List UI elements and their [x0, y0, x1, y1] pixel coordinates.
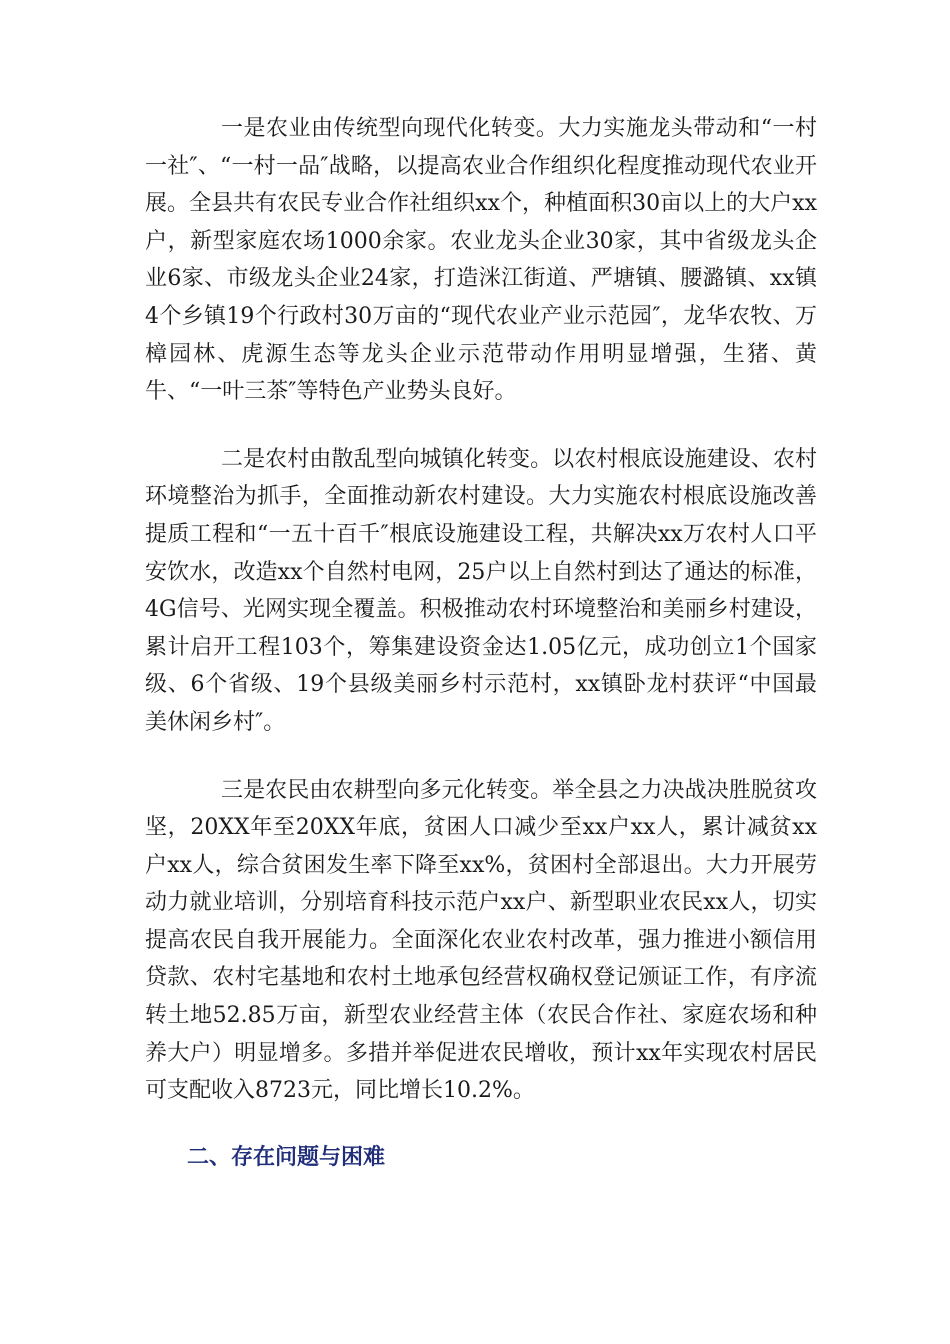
section-heading: 二、存在问题与困难 [187, 1144, 386, 1170]
paragraph-countryside: 二是农村由散乱型向城镇化转变。以农村根底设施建设、农村环境整治为抓手，全面推动新农村建设。大力实施农村根底设施改善提质工程和“一五十百千″根底设施建设工程，共解决xx万农村人口平安饮水，改造xx个自然村电网，25户以上自然村到达了通达的标准，4G信号、光网实现全覆盖。积极推动农村环境整治和美丽乡村建设，累计启开工程103个，筹集建设资金达1.05亿元，成功创立1个国家级、6个省级、19个县级美丽乡村示范村，xx镇卧龙村获评“中国最美休闲乡村″。 [145, 446, 817, 735]
paragraph-agriculture: 一是农业由传统型向现代化转变。大力实施龙头带动和“一村一社″、“一村一品″战略，以提高农业合作组织化程度推动现代农业开展。全县共有农民专业合作社组织xx个，种植面积30亩以上的大户xx户，新型家庭农场1000余家。农业龙头企业30家，其中省级龙头企业6家、市级龙头企业24家，打造洣江街道、严塘镇、腰潞镇、xx镇4个乡镇19个行政村30万亩的“现代农业产业示范园″，龙华农牧、万樟园林、虎源生态等龙头企业示范带动作用明显增强，生猪、黄牛、“一叶三茶″等特色产业势头良好。 [145, 116, 817, 405]
paragraph-farmers: 三是农民由农耕型向多元化转变。举全县之力决战决胜脱贫攻坚，20XX年至20XX年底，贫困人口减少至xx户xx人，累计减贫xx户xx人，综合贫困发生率下降至xx%，贫困村全部退出。大力开展劳动力就业培训，分别培育科技示范户xx户、新型职业农民xx人，切实提高农民自我开展能力。全面深化农业农村改革，强力推进小额信用贷款、农村宅基地和农村土地承包经营权确权登记颁证工作，有序流转土地52.85万亩，新型农业经营主体（农民合作社、家庭农场和种养大户）明显增多。多措并举促进农民增收，预计xx年实现农村居民可支配收入8723元，同比增长10.2%。 [145, 777, 817, 1104]
document-body [145, 110, 817, 1176]
